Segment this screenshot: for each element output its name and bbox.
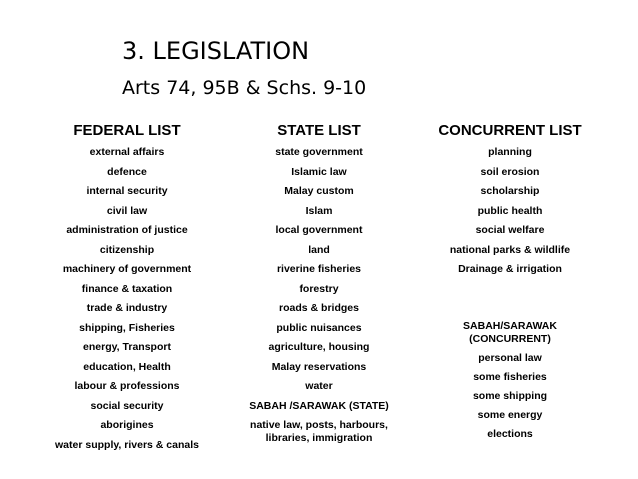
federal-list-item: external affairs [89, 146, 165, 158]
state-list-item: agriculture, housing [268, 341, 370, 353]
concurrent-list-item: Drainage & irrigation [458, 263, 562, 275]
concurrent-sabah-item: some energy [477, 409, 543, 421]
state-list-item: native law, posts, harbours, libraries, immigration [250, 419, 388, 444]
concurrent-sabah-item: personal law [478, 352, 542, 364]
state-list-column [238, 120, 400, 444]
slide-title: 3. LEGISLATION [122, 37, 310, 65]
federal-list-item: administration of justice [66, 224, 188, 236]
federal-list-item: labour & professions [74, 380, 180, 392]
concurrent-list-header: CONCURRENT LIST [438, 122, 582, 139]
state-list-item: Islamic law [291, 165, 347, 178]
federal-list-item: aborigines [100, 419, 154, 431]
concurrent-sabah-item: some shipping [472, 390, 548, 402]
federal-list-item: water supply, rivers & canals [55, 438, 199, 451]
state-list-item: water [305, 380, 333, 392]
federal-list-item: shipping, Fisheries [79, 321, 175, 334]
concurrent-list-item: scholarship [480, 185, 540, 197]
concurrent-list-item: public health [477, 204, 543, 217]
concurrent-sabah-item: elections [487, 428, 533, 440]
federal-list-item: internal security [86, 185, 168, 197]
concurrent-list-column [424, 120, 596, 440]
state-list-item: public nuisances [276, 321, 362, 334]
concurrent-sabah-item: some fisheries [473, 371, 547, 383]
concurrent-list-item: soil erosion [480, 165, 540, 178]
state-list-item: Malay custom [284, 185, 354, 197]
federal-list-item: civil law [106, 204, 148, 217]
concurrent-sabah-sarawak-heading: SABAH/SARAWAK (CONCURRENT) [463, 320, 557, 345]
federal-list-header: FEDERAL LIST [73, 122, 181, 139]
state-list-item: Islam [305, 204, 333, 217]
state-list-item: land [308, 243, 330, 256]
state-list-header: STATE LIST [277, 122, 361, 139]
federal-list-item: machinery of government [62, 263, 192, 275]
state-list-item: roads & bridges [279, 302, 359, 314]
concurrent-list-item: social welfare [475, 224, 545, 236]
state-list-item: forestry [299, 282, 339, 295]
state-list-item: Malay reservations [271, 360, 367, 373]
state-sabah-sarawak-heading: SABAH /SARAWAK (STATE) [249, 399, 389, 412]
federal-list-column [48, 120, 206, 458]
state-list-item: riverine fisheries [276, 263, 362, 275]
state-list-item: state government [275, 146, 363, 158]
federal-list-item: finance & taxation [81, 282, 173, 295]
federal-list-item: social security [90, 399, 164, 412]
concurrent-list-item: planning [488, 146, 532, 158]
state-list-item: local government [275, 224, 363, 236]
concurrent-list-item: national parks & wildlife [449, 243, 571, 256]
federal-list-item: education, Health [83, 360, 171, 373]
slide-subtitle: Arts 74, 95B & Schs. 9-10 [122, 77, 367, 99]
federal-list-item: citizenship [99, 243, 155, 256]
concurrent-sabah-sarawak-block [424, 320, 596, 447]
federal-list-item: energy, Transport [83, 341, 171, 353]
federal-list-item: trade & industry [86, 302, 168, 314]
federal-list-item: defence [107, 165, 147, 178]
